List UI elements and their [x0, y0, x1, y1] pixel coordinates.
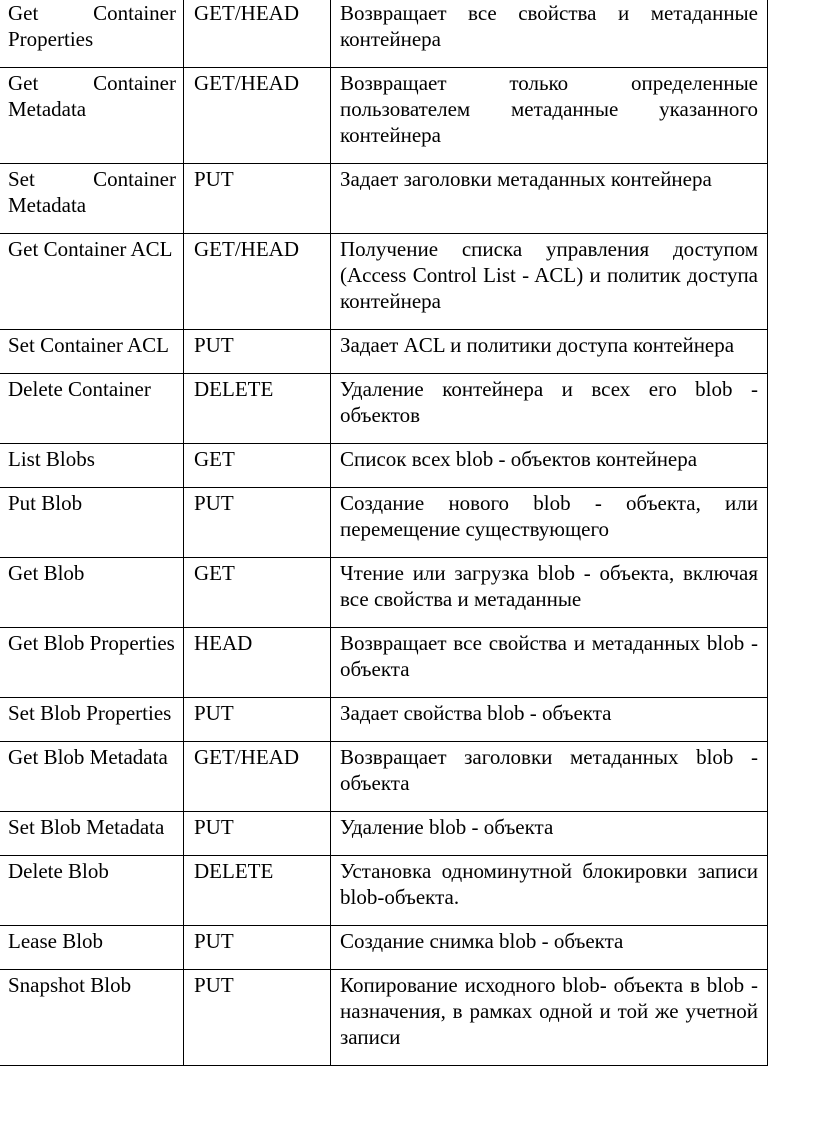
method-cell: GET: [184, 558, 331, 628]
method-cell: PUT: [184, 488, 331, 558]
table-row: [0, 628, 768, 698]
method-cell: PUT: [184, 926, 331, 970]
method-cell: GET/HEAD: [184, 68, 331, 164]
table-row: [0, 444, 768, 488]
operation-cell: Snapshot Blob: [0, 970, 184, 1066]
operation-cell: Lease Blob: [0, 926, 184, 970]
table-row: [0, 856, 768, 926]
operation-cell: Delete Container: [0, 374, 184, 444]
table-row: [0, 374, 768, 444]
operation-cell: Get Container Properties: [0, 0, 184, 68]
operation-cell: List Blobs: [0, 444, 184, 488]
description-cell: Удаление blob - объекта: [331, 812, 768, 856]
operation-cell: Delete Blob: [0, 856, 184, 926]
description-cell: Чтение или загрузка blob - объекта, включая все свойства и метаданные: [331, 558, 768, 628]
description-cell: Создание снимка blob - объекта: [331, 926, 768, 970]
method-cell: PUT: [184, 330, 331, 374]
description-cell: Возвращает все свойства и метаданных blob - объекта: [331, 628, 768, 698]
table-row: [0, 970, 768, 1066]
table-row: [0, 330, 768, 374]
table-row: [0, 812, 768, 856]
method-cell: PUT: [184, 698, 331, 742]
table-row: [0, 234, 768, 330]
operation-cell: Set Blob Properties: [0, 698, 184, 742]
description-cell: Создание нового blob - объекта, или перемещение существующего: [331, 488, 768, 558]
description-cell: Список всех blob - объектов контейнера: [331, 444, 768, 488]
description-cell: Установка одноминутной блокировки записи blob-объекта.: [331, 856, 768, 926]
method-cell: DELETE: [184, 856, 331, 926]
description-cell: Возвращает только определенные пользователем метаданные указанного контейнера: [331, 68, 768, 164]
table-row: [0, 0, 768, 68]
method-cell: PUT: [184, 970, 331, 1066]
method-cell: GET/HEAD: [184, 742, 331, 812]
table-row: [0, 558, 768, 628]
operation-cell: Set Container Metadata: [0, 164, 184, 234]
description-cell: Удаление контейнера и всех его blob - объектов: [331, 374, 768, 444]
table-row: [0, 742, 768, 812]
table-row: [0, 488, 768, 558]
method-cell: DELETE: [184, 374, 331, 444]
description-cell: Задает свойства blob - объекта: [331, 698, 768, 742]
operation-cell: Get Container ACL: [0, 234, 184, 330]
method-cell: PUT: [184, 812, 331, 856]
operation-cell: Get Container Metadata: [0, 68, 184, 164]
method-cell: HEAD: [184, 628, 331, 698]
method-cell: GET/HEAD: [184, 0, 331, 68]
method-cell: PUT: [184, 164, 331, 234]
operation-cell: Get Blob: [0, 558, 184, 628]
description-cell: Копирование исходного blob- объекта в blob - назначения, в рамках одной и той же учетной записи: [331, 970, 768, 1066]
table-row: [0, 164, 768, 234]
description-cell: Возвращает все свойства и метаданные контейнера: [331, 0, 768, 68]
description-cell: Получение списка управления доступом (Access Control List - ACL) и политик доступа контейнера: [331, 234, 768, 330]
table-row: [0, 698, 768, 742]
operation-cell: Put Blob: [0, 488, 184, 558]
operation-cell: Get Blob Properties: [0, 628, 184, 698]
table-row: [0, 926, 768, 970]
description-cell: Возвращает заголовки метаданных blob - объекта: [331, 742, 768, 812]
description-cell: Задает ACL и политики доступа контейнера: [331, 330, 768, 374]
operation-cell: Set Blob Metadata: [0, 812, 184, 856]
operation-cell: Get Blob Metadata: [0, 742, 184, 812]
method-cell: GET: [184, 444, 331, 488]
table-row: [0, 68, 768, 164]
method-cell: GET/HEAD: [184, 234, 331, 330]
operation-cell: Set Container ACL: [0, 330, 184, 374]
description-cell: Задает заголовки метаданных контейнера: [331, 164, 768, 234]
